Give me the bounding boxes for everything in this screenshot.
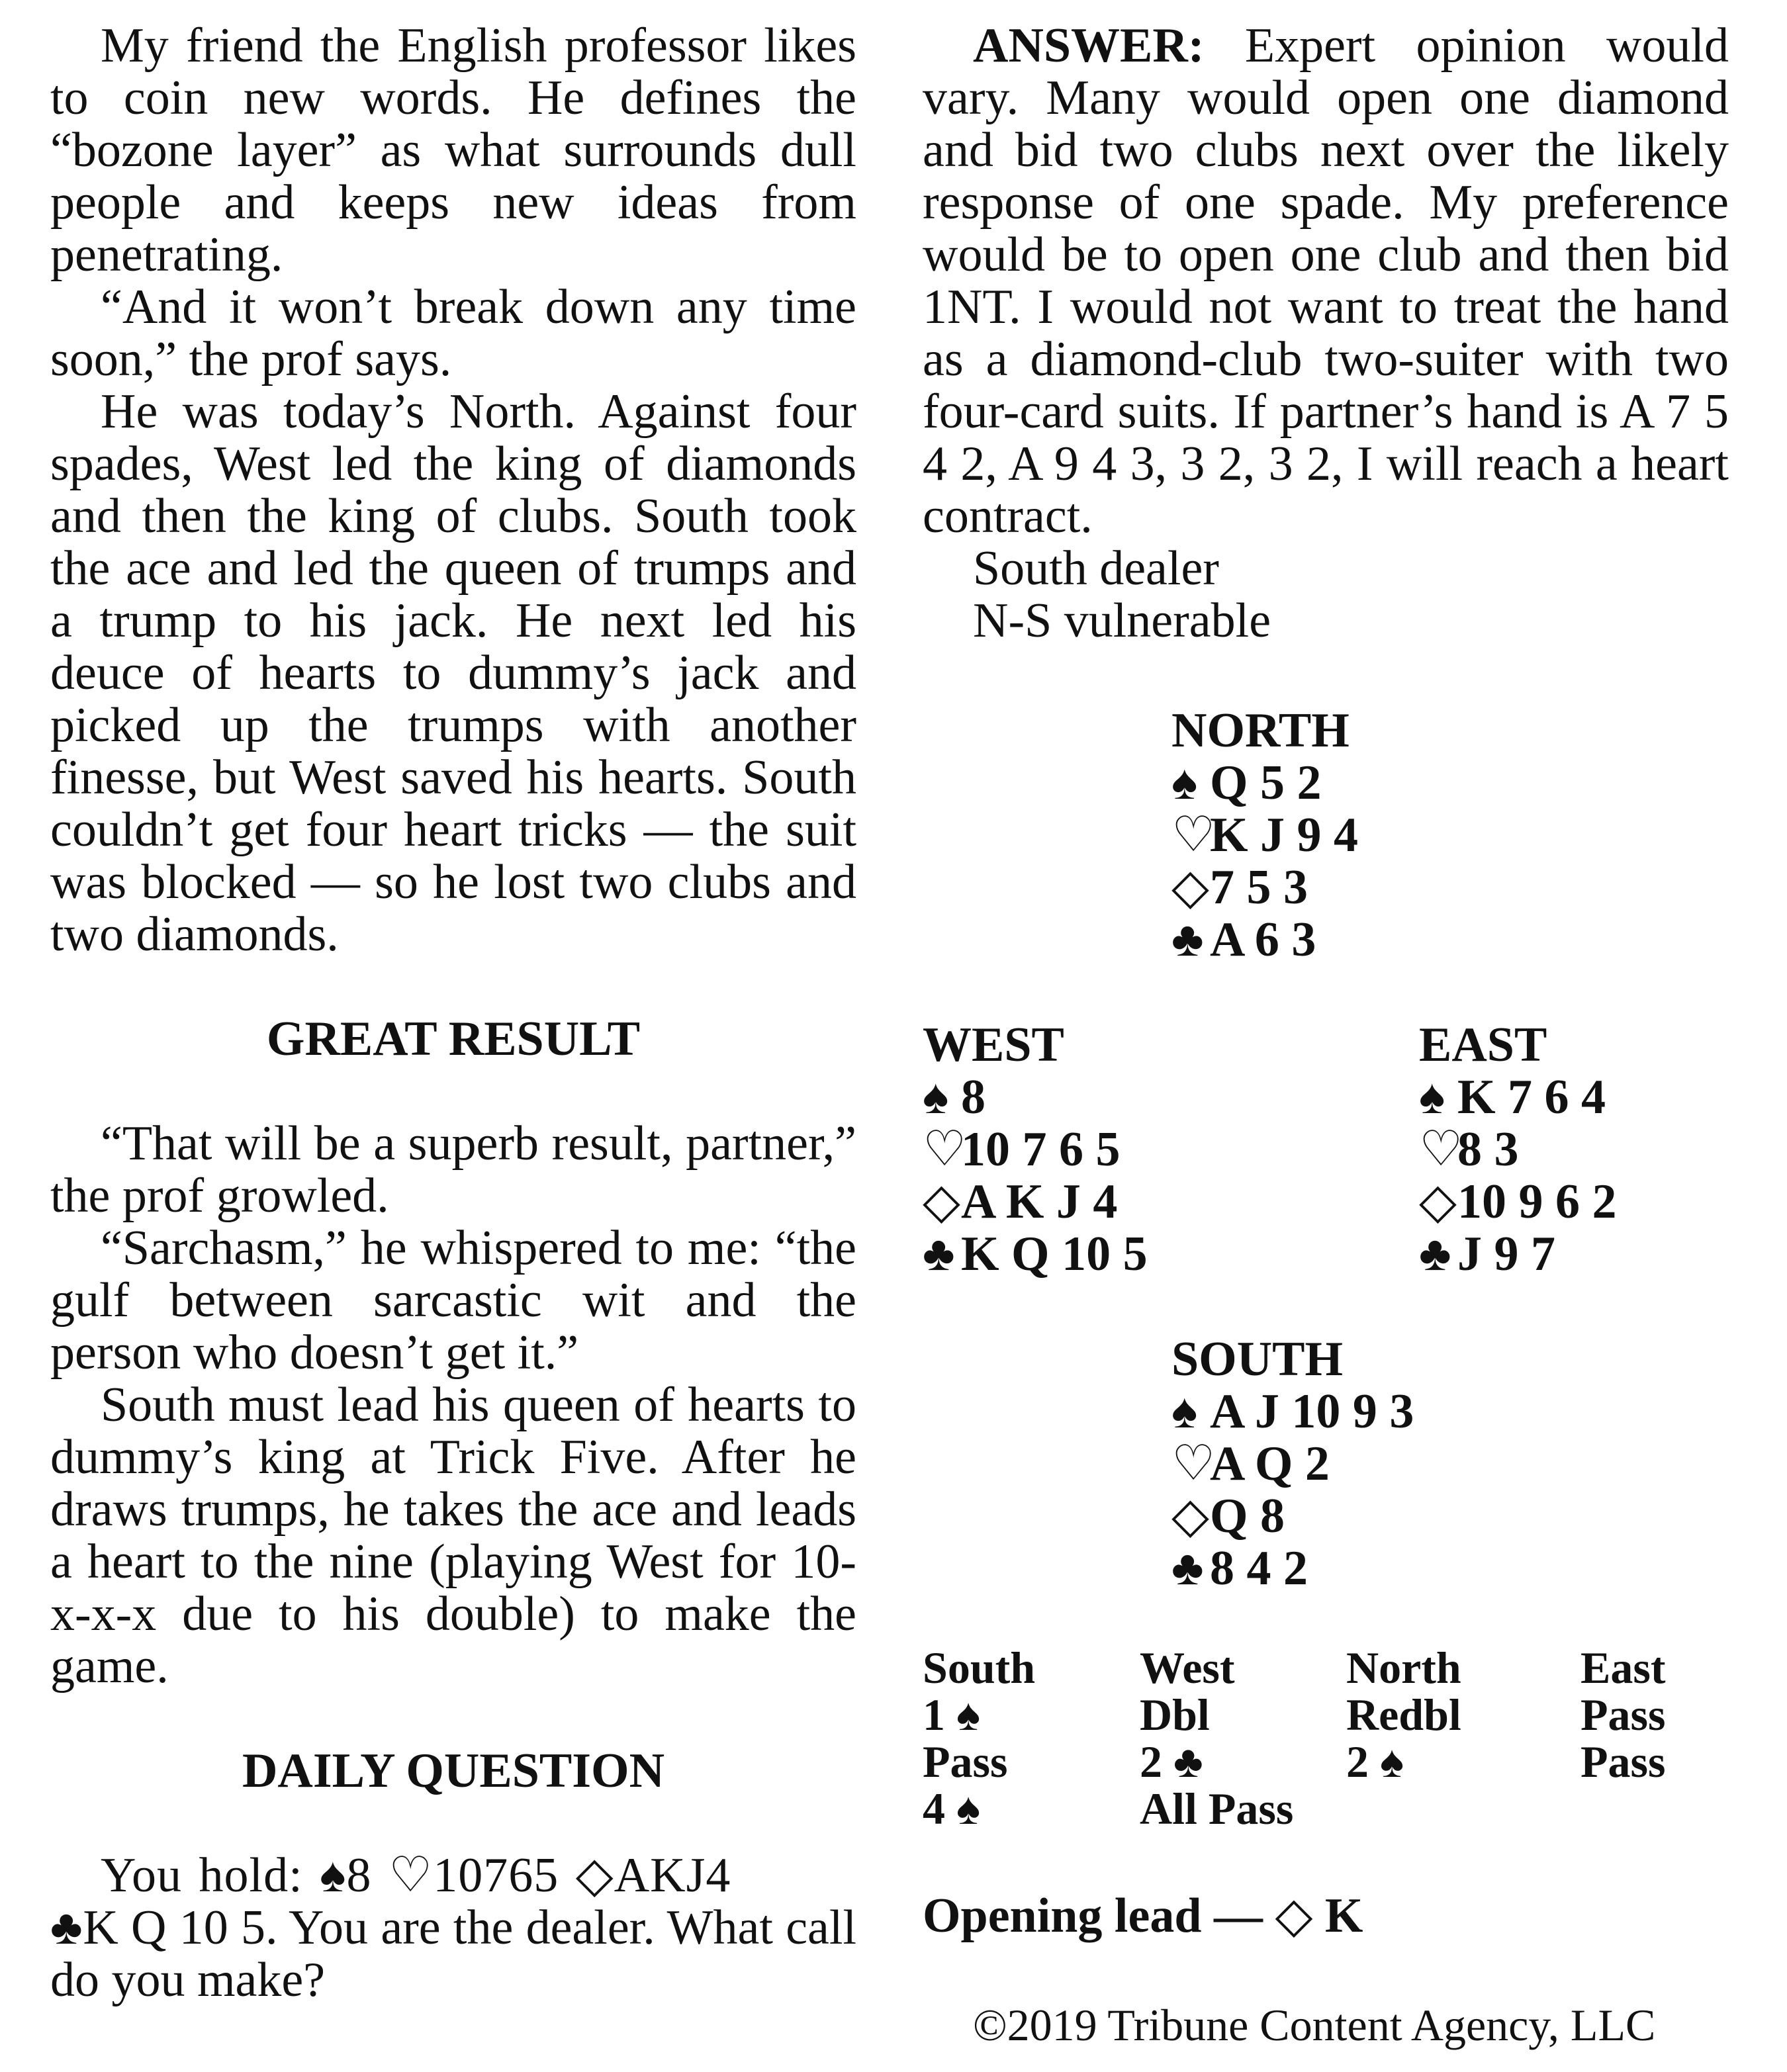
auction-bid: All Pass — [1140, 1783, 1294, 1834]
west-hand — [923, 1019, 1148, 1281]
auction-bid: Pass — [1581, 1689, 1666, 1740]
east-spades: K 7 6 4 — [1457, 1070, 1606, 1124]
dealer: South dealer — [973, 541, 1219, 596]
auction-row — [923, 1691, 1739, 1738]
heart-icon: ♡ — [1419, 1122, 1463, 1177]
paragraph: He was today’s North. Against four spades, West led the king of diamonds and then the king of clubs. South took the ace and led the queen of trumps and a trump to his jack. He next led his deuce of hearts to dummy’s jack and picked up the trumps with another finesse, but West saved his hearts. South couldn’t get four heart tricks — the suit was blocked — so he lost two clubs and two diamonds. — [50, 384, 856, 962]
opening-lead: Opening lead — ◇ K — [923, 1889, 1363, 1943]
diamond-icon: ◇ — [1171, 860, 1209, 915]
spade-icon: ♠ — [1171, 756, 1198, 810]
north-diamonds: 7 5 3 — [1210, 860, 1308, 915]
question-rest: ♣K Q 10 5. You are the dealer. What call do you make? — [50, 1901, 856, 2007]
north-hand — [1171, 705, 1358, 966]
auction-bid — [1581, 1785, 1739, 1832]
hand-label: WEST — [923, 1018, 1064, 1072]
south-clubs: 8 4 2 — [1210, 1541, 1308, 1596]
west-clubs: K Q 10 5 — [961, 1227, 1148, 1281]
auction-bid: Dbl — [1140, 1689, 1210, 1740]
auction-bid: Pass — [923, 1736, 1008, 1787]
auction-header: South — [923, 1643, 1036, 1693]
heart-icon: ♡ — [1171, 1437, 1216, 1491]
spade-icon: ♠ — [923, 1070, 949, 1124]
club-icon: ♣ — [1171, 913, 1204, 967]
west-spades: 8 — [961, 1070, 985, 1124]
copyright: ©2019 Tribune Content Agency, LLC — [973, 2000, 1656, 2050]
answer-paragraph — [923, 20, 1729, 543]
hand-label: SOUTH — [1171, 1332, 1344, 1386]
auction-header: North — [1346, 1643, 1461, 1693]
auction-table — [923, 1644, 1739, 1832]
answer-label: ANSWER: — [973, 19, 1205, 73]
south-hand — [1171, 1333, 1414, 1595]
paragraph: “Sarchasm,” he whispered to me: “the gulf between sarcastic wit and the person who doesn’t get it.” — [50, 1221, 856, 1380]
auction-bid: Pass — [1581, 1736, 1666, 1787]
west-diamonds: A K J 4 — [961, 1175, 1118, 1229]
left-column — [50, 20, 856, 2006]
hand-label: EAST — [1419, 1018, 1547, 1072]
club-icon: ♣ — [923, 1227, 955, 1281]
auction-bid: Redbl — [1346, 1689, 1461, 1740]
heading-daily-question: DAILY QUESTION — [242, 1744, 665, 1798]
auction-bid — [1346, 1785, 1581, 1832]
auction-bid: 1 ♠ — [923, 1689, 981, 1740]
heart-icon: ♡ — [923, 1122, 967, 1177]
spade-icon: ♠ — [1419, 1070, 1445, 1124]
east-diamonds: 10 9 6 2 — [1457, 1175, 1617, 1229]
diamond-icon: ◇ — [1171, 1489, 1209, 1543]
north-hearts: K J 9 4 — [1210, 808, 1359, 862]
auction-header: West — [1140, 1643, 1235, 1693]
paragraph: “That will be a superb result, partner,” the prof growled. — [50, 1116, 856, 1223]
paragraph: South must lead his queen of hearts to dummy’s king at Trick Five. After he draws trumps, he takes the ace and leads a heart to the nine (playing West for 10-x-x-x due to his double) to make the game. — [50, 1378, 856, 1693]
club-icon: ♣ — [1419, 1227, 1451, 1281]
auction-header-row — [923, 1644, 1739, 1691]
auction-row — [923, 1738, 1739, 1785]
auction-bid: 2 ♣ — [1140, 1736, 1203, 1787]
east-clubs: J 9 7 — [1457, 1227, 1555, 1281]
vulnerability: N-S vulnerable — [973, 594, 1271, 648]
paragraph: “And it won’t break down any time soon,” the prof says. — [50, 280, 856, 386]
auction-header: East — [1581, 1643, 1666, 1693]
diamond-icon: ◇ — [923, 1175, 960, 1229]
south-spades: A J 10 9 3 — [1210, 1384, 1414, 1439]
right-column — [923, 20, 1729, 647]
north-spades: Q 5 2 — [1210, 756, 1322, 810]
heart-icon: ♡ — [1171, 808, 1216, 862]
south-diamonds: Q 8 — [1210, 1489, 1285, 1543]
auction-bid: 2 ♠ — [1346, 1736, 1404, 1787]
north-clubs: A 6 3 — [1210, 913, 1316, 967]
paragraph: My friend the English professor likes to coin new words. He defines the “bozone layer” as what surrounds dull people and keeps new ideas from penetrating. — [50, 19, 856, 282]
club-icon: ♣ — [1171, 1541, 1204, 1596]
heading-great-result: GREAT RESULT — [266, 1012, 641, 1066]
auction-row — [923, 1785, 1739, 1832]
auction-bid: 4 ♠ — [923, 1783, 981, 1834]
question-line-1: You hold: ♠8 ♡10765 ◇AKJ4 — [101, 1848, 731, 1903]
south-hearts: A Q 2 — [1210, 1437, 1330, 1491]
spade-icon: ♠ — [1171, 1384, 1198, 1439]
east-hand — [1419, 1019, 1617, 1281]
hand-label: NORTH — [1171, 703, 1350, 758]
diamond-icon: ◇ — [1419, 1175, 1457, 1229]
west-hearts: 10 7 6 5 — [961, 1122, 1121, 1177]
east-hearts: 8 3 — [1457, 1122, 1519, 1177]
answer-text: Expert opinion would vary. Many would open one diamond and bid two clubs next over the likely response of one spade. My preference would be to open one club and then bid 1NT. I would not want to treat the hand as a diamond-club two-suiter with two four-card suits. If partner’s hand is A 7 5 4 2, A 9 4 3, 3 2, 3 2, I will reach a heart contract. — [923, 19, 1729, 543]
